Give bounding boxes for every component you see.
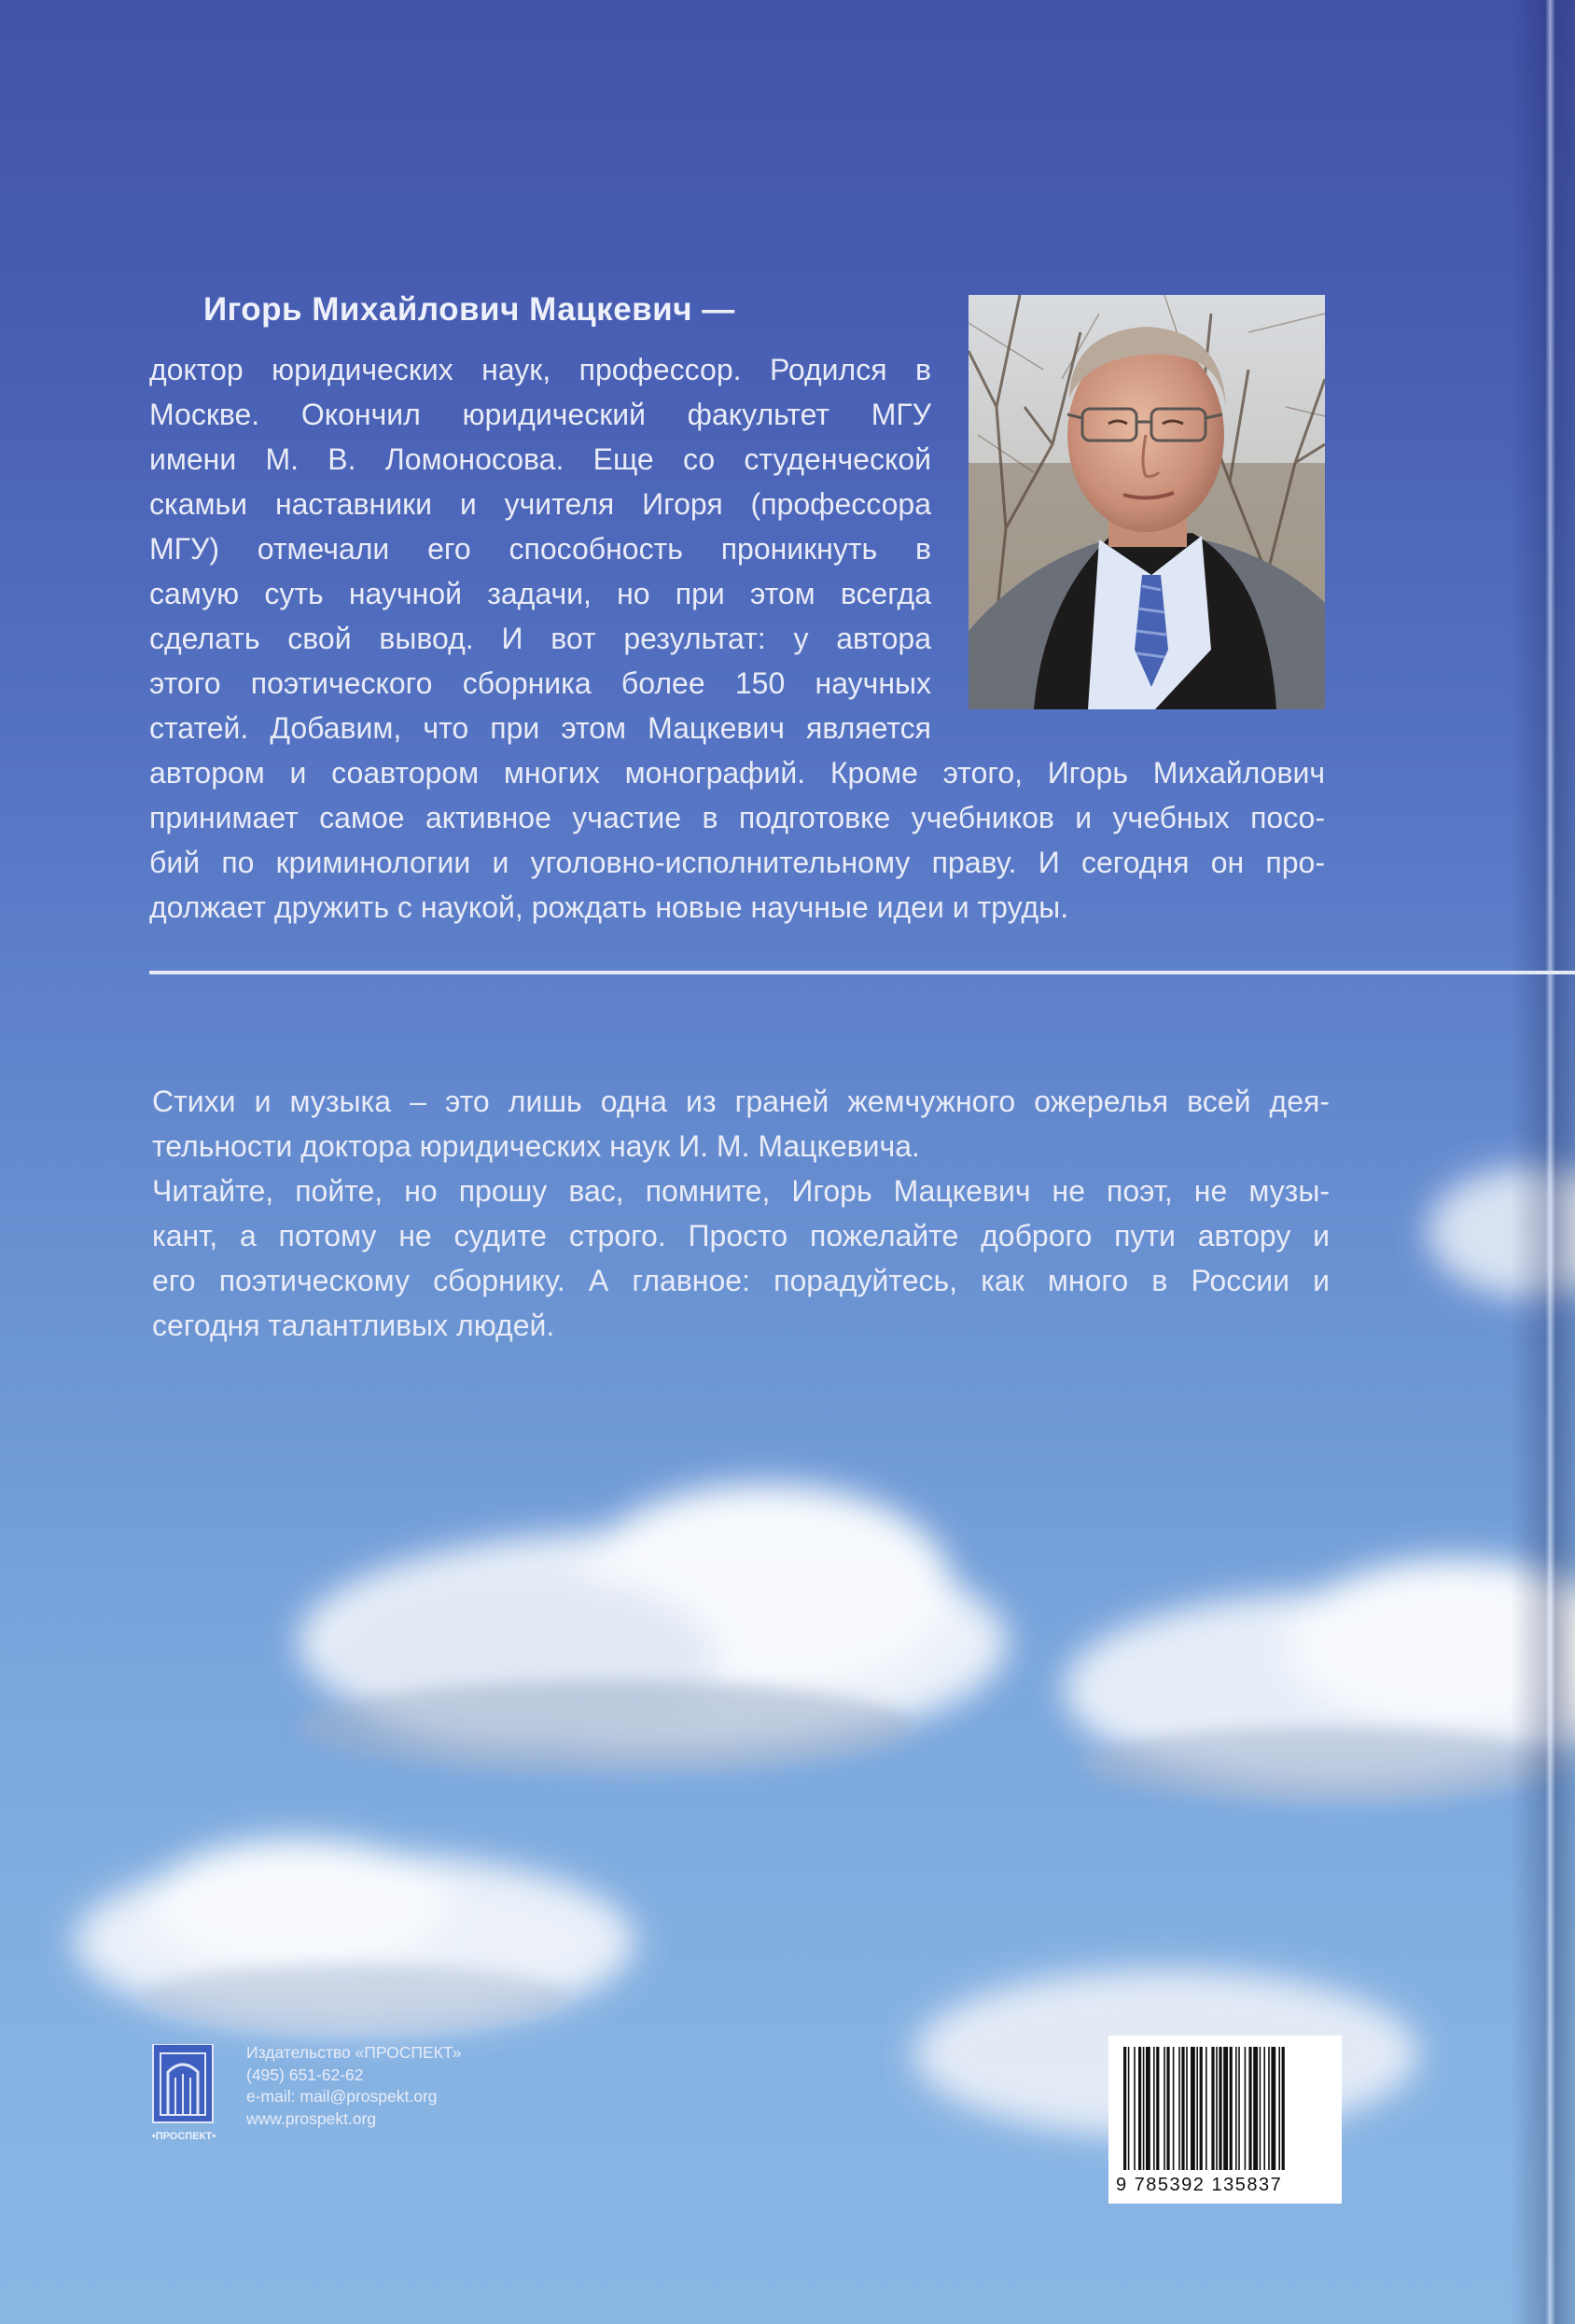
barcode-bar xyxy=(1146,2047,1150,2170)
barcode-bar xyxy=(1173,2047,1175,2170)
barcode-bar xyxy=(1253,2047,1258,2170)
bio-line: должает дружить с наукой, рождать новые научные идеи и труды. xyxy=(149,890,1069,924)
bio-line: МГУ) отмечали его способность проникнуть в xyxy=(149,532,931,566)
barcode-bar xyxy=(1166,2047,1169,2170)
blurb-line: тельности доктора юридических наук И. М. Мацкевича. xyxy=(152,1129,920,1163)
publisher-logo-text: •ПРОСПЕКТ• xyxy=(151,2131,216,2142)
barcode-bar xyxy=(1248,2047,1251,2170)
blurb-line: Читайте, пойте, но прошу вас, помните, Игорь Мацкевич не поэт, не музы- xyxy=(152,1174,1330,1208)
bio-line: автором и соавтором многих монографий. Кроме этого, Игорь Михайлович xyxy=(149,756,1325,790)
bio-line: самую суть научной задачи, но при этом всегда xyxy=(149,577,931,610)
barcode-bar xyxy=(1134,2047,1136,2170)
barcode-bar xyxy=(1200,2047,1203,2170)
bio-line: принимает самое активное участие в подготовке учебников и учебных посо- xyxy=(149,801,1325,834)
barcode-bar xyxy=(1271,2047,1275,2170)
barcode-bar xyxy=(1178,2047,1180,2170)
bio-line: Москве. Окончил юридический факультет МГУ xyxy=(149,398,931,431)
barcode-bar xyxy=(1143,2047,1145,2170)
blurb-line: сегодня талантливых людей. xyxy=(152,1309,555,1342)
barcode-bar xyxy=(1282,2047,1285,2170)
barcode-bar xyxy=(1216,2047,1218,2170)
barcode-bar xyxy=(1263,2047,1265,2170)
barcode-bar xyxy=(1278,2047,1280,2170)
barcode-bar xyxy=(1245,2047,1247,2170)
barcode-bar xyxy=(1123,2047,1126,2170)
author-photo xyxy=(969,295,1325,709)
divider-line xyxy=(149,971,1575,974)
barcode-bar xyxy=(1128,2047,1130,2170)
blurb-line: Стихи и музыка – это лишь одна из граней жемчужного ожерелья всей дея- xyxy=(152,1085,1330,1118)
barcode-bar xyxy=(1223,2047,1228,2170)
publisher-name: Издательство «ПРОСПЕКТ» xyxy=(246,2043,462,2062)
bio-line: доктор юридических наук, профессор. Родился в xyxy=(149,353,931,386)
barcode-bar xyxy=(1268,2047,1270,2170)
bio-line: сделать свой вывод. И вот результат: у автора xyxy=(149,622,931,655)
publisher-logo xyxy=(142,2044,226,2145)
barcode-bar xyxy=(1260,2047,1261,2170)
bio-line: этого поэтического сборника более 150 научных xyxy=(149,666,931,700)
barcode-bar xyxy=(1153,2047,1155,2170)
isbn-number: 9 785392 135837 xyxy=(1116,2175,1283,2195)
blurb-line: его поэтическому сборнику. А главное: порадуйтесь, как много в России и xyxy=(152,1264,1330,1297)
publisher-info xyxy=(246,2042,461,2130)
bio-line: имени М. В. Ломоносова. Еще со студенческой xyxy=(149,442,931,476)
blurb-line: кант, а потому не судите строго. Просто пожелайте доброго пути автору и xyxy=(152,1219,1330,1253)
barcode-bar xyxy=(1138,2047,1141,2170)
barcode-bar xyxy=(1211,2047,1214,2170)
bio-line: статей. Добавим, что при этом Мацкевич является xyxy=(149,711,931,745)
barcode-bar xyxy=(1219,2047,1221,2170)
bio-line: скамьи наставники и учителя Игоря (профессора xyxy=(149,487,931,521)
barcode-bars xyxy=(1108,2036,1342,2176)
barcode-bar xyxy=(1156,2047,1159,2170)
publisher-site: www.prospekt.org xyxy=(246,2108,377,2128)
barcode-bar xyxy=(1235,2047,1237,2170)
publisher-email: e-mail: mail@prospekt.org xyxy=(246,2087,438,2106)
barcode-bar xyxy=(1181,2047,1184,2170)
barcode-bar xyxy=(1206,2047,1207,2170)
barcode-bar xyxy=(1191,2047,1195,2170)
barcode-bar xyxy=(1230,2047,1233,2170)
barcode-bar xyxy=(1164,2047,1165,2170)
barcode-bar xyxy=(1186,2047,1188,2170)
author-name: Игорь Михайлович Мацкевич — xyxy=(203,291,735,328)
spine-shadow xyxy=(1510,0,1575,2324)
publisher-phone: (495) 651-62-62 xyxy=(246,2065,364,2084)
barcode-bar xyxy=(1196,2047,1198,2170)
barcode-bar xyxy=(1238,2047,1240,2170)
bio-line: бий по криминологии и уголовно-исполнительному праву. И сегодня он про- xyxy=(149,846,1325,879)
